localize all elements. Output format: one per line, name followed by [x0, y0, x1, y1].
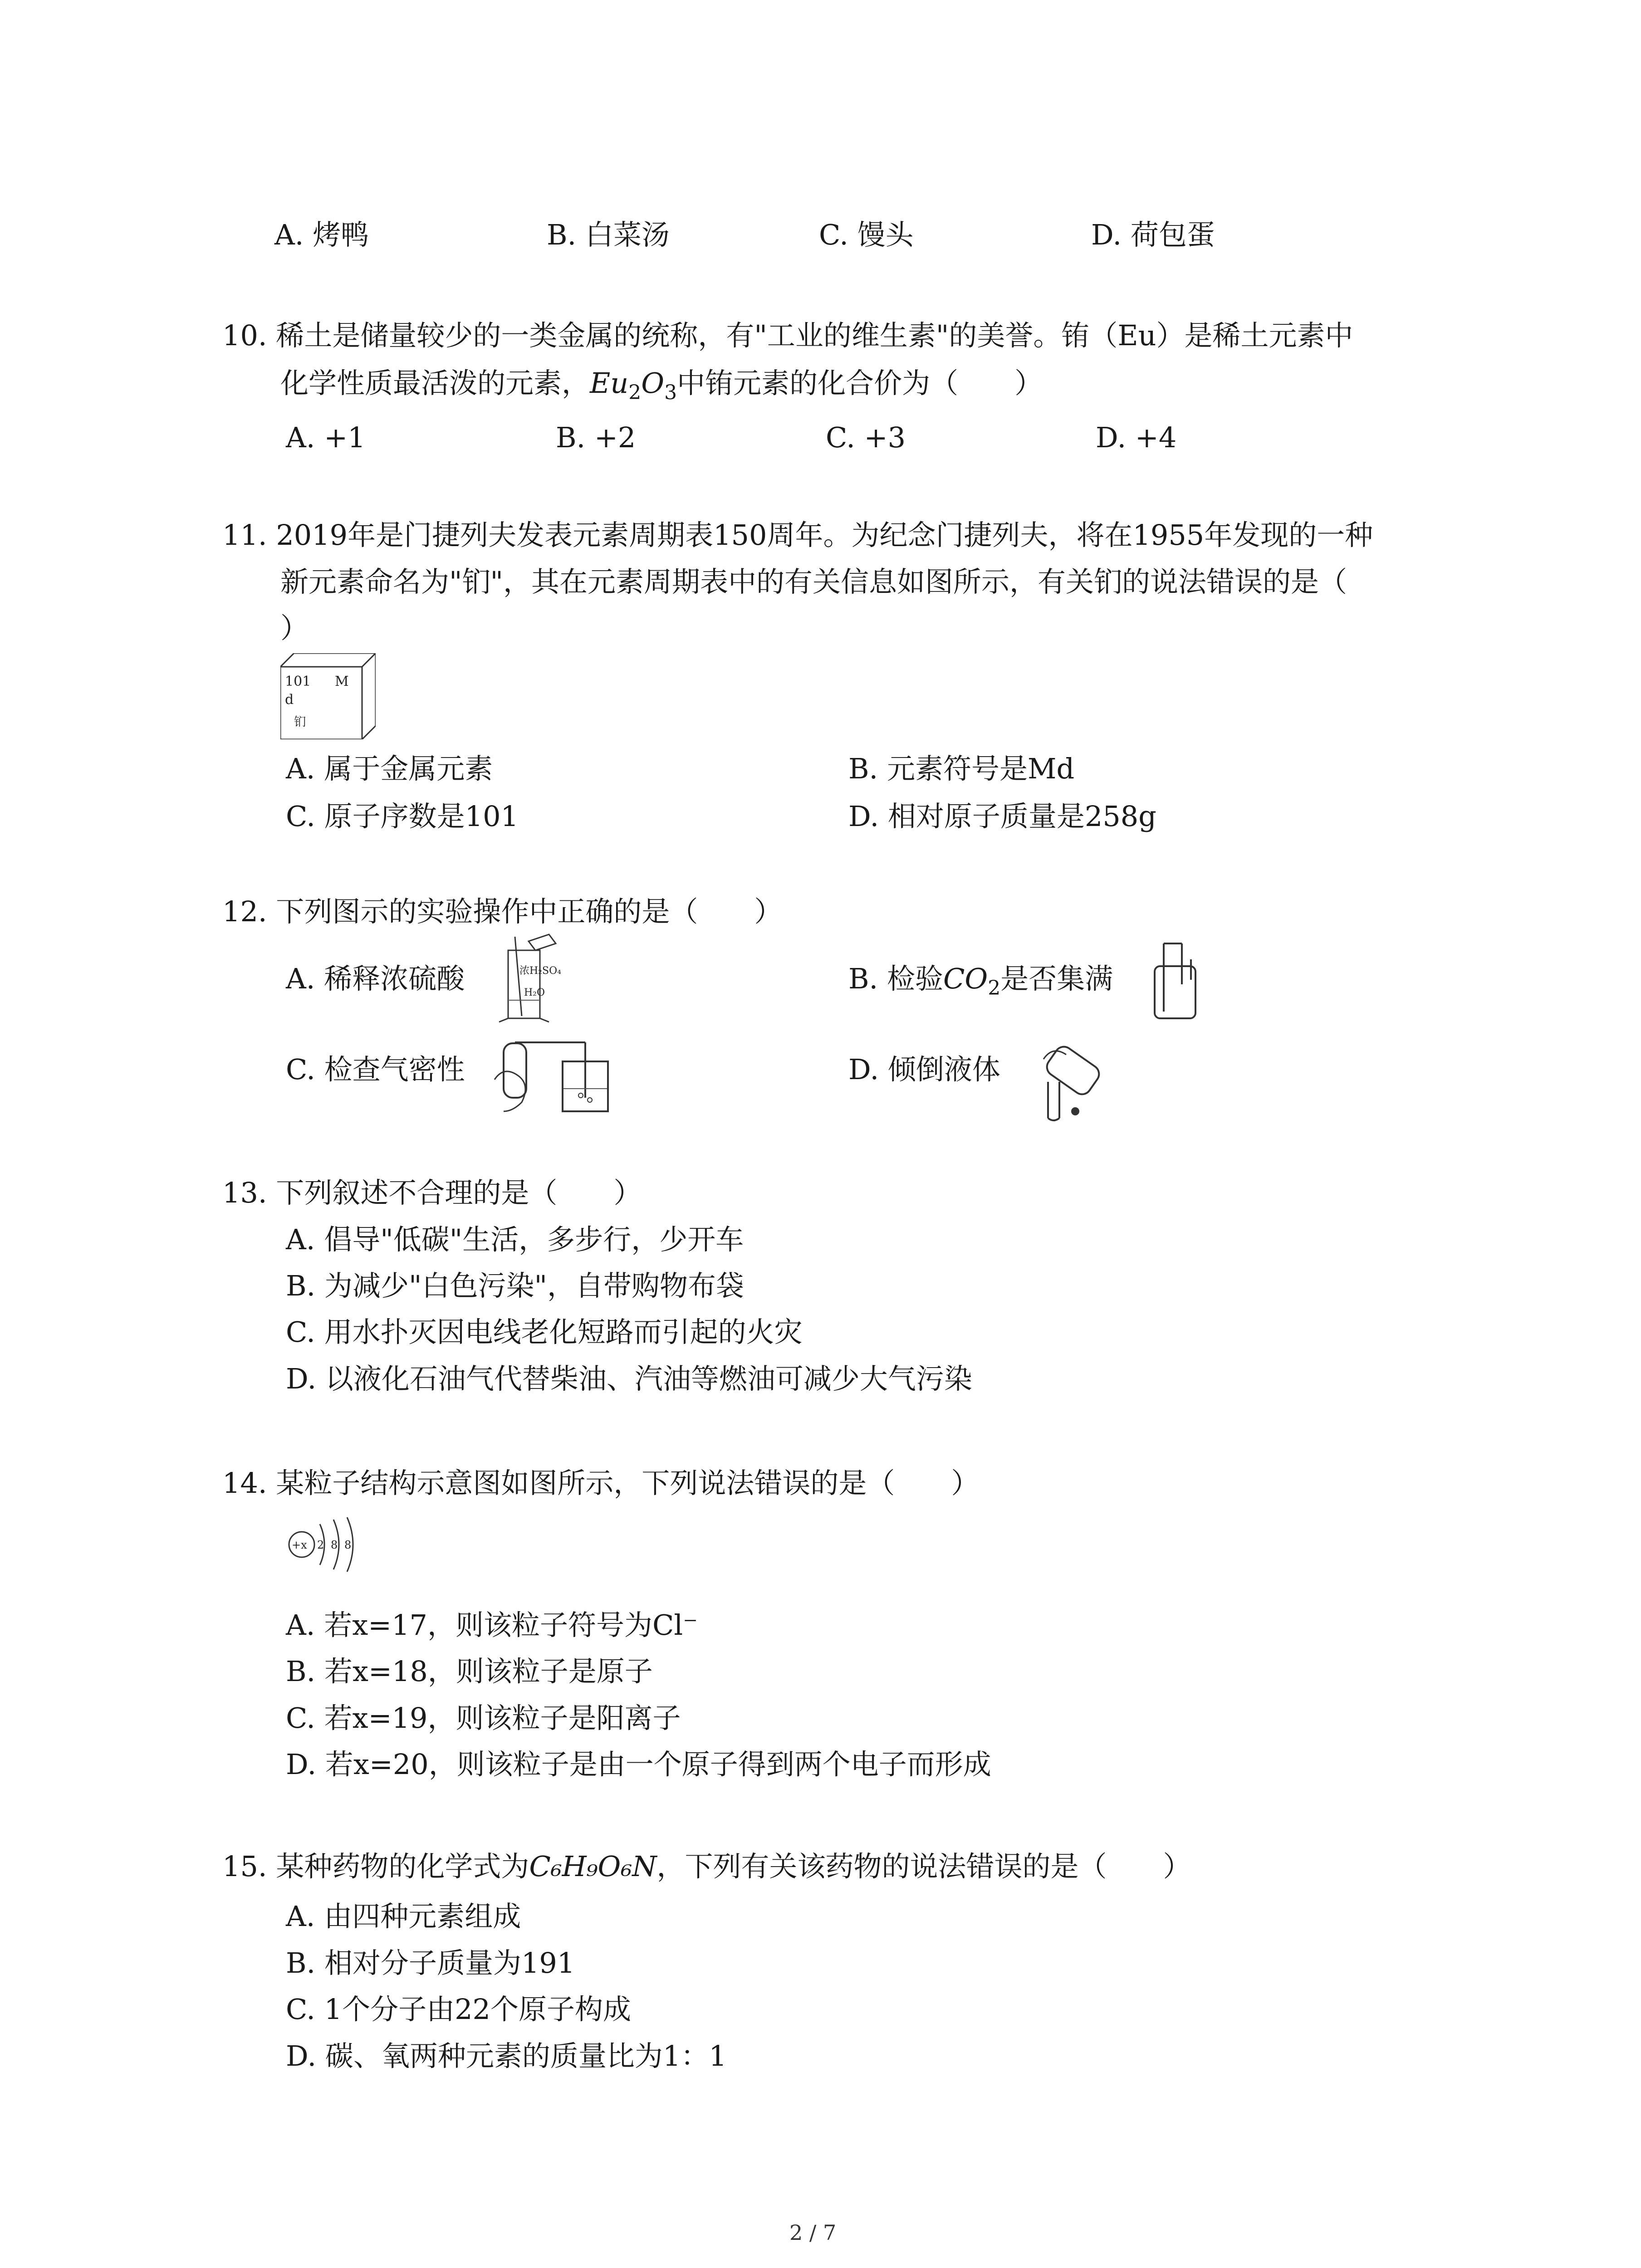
co2-test-svg: [1148, 939, 1202, 1021]
particle-structure-svg: [284, 1515, 370, 1574]
nucleus-charge-label: +x: [292, 1539, 307, 1551]
q14-option-d: D. 若x=20，则该粒子是由一个原子得到两个电子而形成: [286, 1748, 991, 1781]
element-cell-figure: [280, 653, 376, 739]
q14-stem: 某粒子结构示意图如图所示，下列说法错误的是（ ）: [276, 1466, 980, 1500]
q13-number: 13.: [222, 1176, 267, 1209]
q10-option-c: C. +3: [826, 421, 906, 454]
q12-number: 12.: [222, 895, 267, 928]
element-cell-svg: [280, 653, 376, 739]
q12-option-b: [848, 961, 1113, 1007]
q10-option-d: D. +4: [1096, 421, 1177, 454]
q10-stem-line-1: 稀土是储量较少的一类金属的统称，有"工业的维生素"的美誉。铕（Eu）是稀土元素中: [276, 319, 1353, 352]
cell-atomic-number: 101: [285, 674, 311, 689]
q10-formula-sub-2: 2: [628, 381, 642, 404]
page-number: 2 / 7: [789, 2220, 837, 2245]
q11-option-a: A. 属于金属元素: [286, 752, 493, 785]
airtightness-svg: [490, 1030, 612, 1116]
q15-option-c: C. 1个分子由22个原子构成: [286, 1993, 631, 2026]
q11-line-3: ）: [280, 611, 309, 645]
q12-option-c: C. 检查气密性: [286, 1053, 465, 1086]
q12-option-a: A. 稀释浓硫酸: [286, 962, 465, 995]
q15-stem-post: ，下列有关该药物的说法错误的是（ ）: [656, 1850, 1191, 1883]
q14-number: 14.: [222, 1466, 267, 1500]
q14-option-b: B. 若x=18，则该粒子是原子: [286, 1655, 653, 1688]
q12-option-d: D. 倾倒液体: [848, 1053, 1000, 1086]
q13-option-b: B. 为减少"白色污染"，自带购物布袋: [286, 1269, 745, 1302]
q14-line-1: [222, 1465, 979, 1501]
cell-symbol-m: M: [335, 674, 349, 689]
q10-formula-o: O: [641, 367, 665, 400]
shell-3-electrons: 8: [344, 1539, 352, 1551]
q11-option-c: C. 原子序数是101: [286, 800, 519, 833]
q9-option-b: B. 白菜汤: [547, 218, 670, 251]
q12-option-b-post: 是否集满: [1000, 962, 1113, 995]
q15-option-a: A. 由四种元素组成: [286, 1900, 521, 1933]
q13-option-c: C. 用水扑灭因电线老化短路而引起的火灾: [286, 1315, 803, 1349]
q15-line-1: [222, 1848, 1191, 1885]
q11-option-d: D. 相对原子质量是258g: [848, 800, 1156, 833]
q14-option-c: C. 若x=19，则该粒子是阳离子: [286, 1701, 681, 1735]
q10-line-2: [280, 365, 1043, 411]
q13-line-1: [222, 1175, 642, 1211]
particle-structure-figure: [284, 1515, 370, 1574]
q9-option-d: D. 荷包蛋: [1091, 218, 1215, 251]
q13-stem: 下列叙述不合理的是（ ）: [276, 1176, 642, 1209]
q10-formula-sub-3: 3: [664, 381, 677, 404]
q15-stem-pre: 某种药物的化学式为: [276, 1850, 529, 1883]
q11-stem-line-1: 2019年是门捷列夫发表元素周期表150周年。为纪念门捷列夫，将在1955年发现的一种: [276, 518, 1373, 552]
q10-formula-eu: Eu: [590, 367, 629, 400]
shell-2-electrons: 8: [331, 1539, 338, 1551]
q12-stem: 下列图示的实验操作中正确的是（ ）: [276, 895, 783, 928]
q10-option-a: A. +1: [286, 421, 366, 454]
q11-line-1: [222, 517, 1373, 553]
q11-number: 11.: [222, 518, 267, 552]
q13-option-a: A. 倡导"低碳"生活，多步行，少开车: [286, 1223, 744, 1256]
fig-a-water-label: H₂O: [524, 987, 545, 998]
q12-option-b-pre: B. 检验: [848, 962, 943, 995]
q15-option-b: B. 相对分子质量为191: [286, 1946, 575, 1980]
airtightness-figure: [490, 1030, 612, 1116]
shell-1-electrons: 2: [317, 1539, 324, 1551]
q10-stem-line-2-pre: 化学性质最活泼的元素，: [280, 367, 590, 400]
cell-element-name: 钔: [294, 715, 306, 729]
cell-symbol-d: d: [285, 692, 294, 708]
q13-option-d: D. 以液化石油气代替柴油、汽油等燃油可减少大气污染: [286, 1362, 972, 1395]
q15-option-d: D. 碳、氧两种元素的质量比为1：1: [286, 2039, 727, 2072]
q10-line-1: [222, 318, 1353, 354]
dilute-acid-svg: [490, 932, 581, 1023]
q12-option-b-co: CO: [943, 962, 988, 995]
dilute-acid-figure: [490, 932, 581, 1023]
q12-option-b-sub: 2: [988, 977, 1001, 1000]
pour-liquid-svg: [1030, 1027, 1116, 1123]
fig-a-acid-label: 浓H₂SO₄: [519, 965, 561, 977]
q9-option-a: A. 烤鸭: [274, 218, 369, 251]
pour-liquid-figure: [1030, 1027, 1116, 1123]
q10-option-b: B. +2: [556, 421, 636, 454]
q11-line-2: 新元素命名为"钔"，其在元素周期表中的有关信息如图所示，有关钔的说法错误的是（: [280, 565, 1347, 598]
q15-number: 15.: [222, 1850, 267, 1883]
q11-option-b: B. 元素符号是Md: [848, 752, 1075, 785]
q12-line-1: [222, 894, 782, 930]
q15-formula: C₆H₉O₆N: [529, 1850, 657, 1883]
q14-option-a: A. 若x=17，则该粒子符号为Cl⁻: [286, 1608, 698, 1642]
q9-option-c: C. 馒头: [819, 218, 914, 251]
co2-test-figure: [1148, 939, 1202, 1021]
q10-stem-line-2-post: 中铕元素的化合价为（ ）: [677, 367, 1043, 400]
q10-number: 10.: [222, 319, 267, 352]
